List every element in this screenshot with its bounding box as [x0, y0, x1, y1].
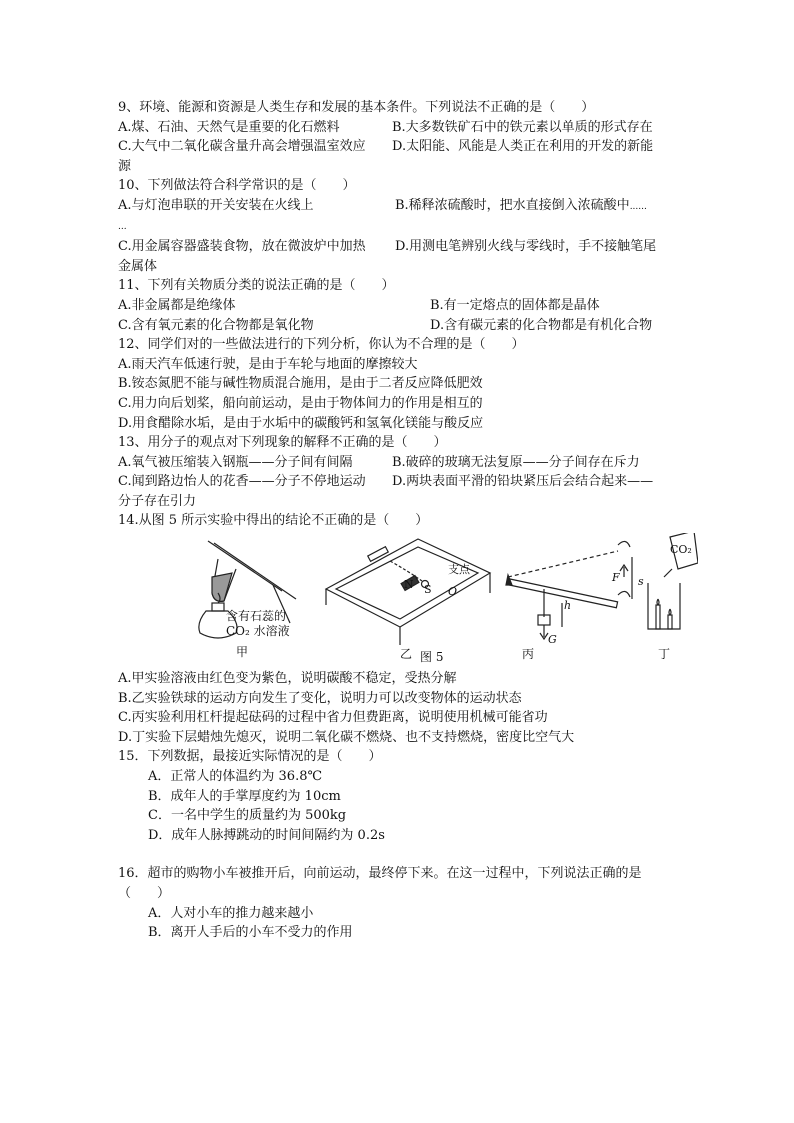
question-15-stem: 15．下列数据，最接近实际情况的是（ ）	[118, 749, 382, 765]
magnet-s-label: S	[424, 583, 432, 597]
spacer	[118, 845, 678, 864]
label-ding: 丁	[658, 647, 671, 662]
question-9-options-row2	[118, 137, 678, 157]
question-9-options-row1	[118, 118, 678, 138]
option-a: A.甲实验溶液由红色变为紫色，说明碳酸不稳定，受热分解	[118, 671, 457, 687]
solution-label-line2: CO₂ 水溶液	[226, 624, 290, 639]
option-c: C.大气中二氧化碳含量升高会增强温室效应	[118, 139, 366, 155]
option-d: D.太阳能、风能是人类正在利用的开发的新能	[392, 139, 654, 155]
option-b: B.铵态氮肥不能与碱性物质混合施用，是由于二者反应降低肥效	[118, 376, 483, 392]
magnet-n-label: N	[404, 578, 414, 592]
option-d: D.丁实验下层蜡烛先熄灭，说明二氧化碳不燃烧、也不支持燃烧，密度比空气大	[118, 729, 575, 745]
option-a: A.非金属都是绝缘体	[118, 297, 236, 313]
option-d: D.用测电笔辨别火线与零线时，手不接触笔尾	[395, 239, 657, 255]
question-10-options-row2	[118, 237, 678, 257]
gravity-g-label: G	[548, 633, 557, 647]
question-11-options-row1	[118, 296, 678, 316]
option-b: B.大多数铁矿石中的铁元素以单质的形式存在	[392, 119, 653, 135]
option-c: C.闻到路边怡人的花香——分子不停地运动	[118, 474, 366, 490]
label-bing: 丙	[522, 647, 535, 662]
option-c: C.用金属容器盛装食物，放在微波炉中加热	[118, 239, 366, 255]
option-b-dots: ......	[629, 201, 647, 212]
option-d-continued: 金属体	[118, 258, 158, 274]
question-16-stem-continued: （ ）	[118, 886, 171, 901]
option-b: B.有一定熔点的固体都是晶体	[430, 297, 600, 313]
option-a: A．正常人的体温约为 36.8℃	[148, 769, 323, 785]
option-a: A.与灯泡串联的开关安装在火线上	[118, 197, 314, 213]
label-jia: 甲	[236, 645, 249, 660]
option-d-continued: 分子存在引力	[118, 493, 197, 509]
option-c: C.用力向后划桨，船向前运动，是由于物体间力的作用是相互的	[118, 395, 483, 411]
option-b: B．成年人的手掌厚度约为 10cm	[148, 788, 341, 804]
force-f-label: F	[612, 571, 620, 585]
question-13-options-row2	[118, 472, 678, 492]
experiment-bing-apparatus	[506, 542, 632, 640]
question-9-stem: 9、环境、能源和资源是人类生存和发展的基本条件。下列说法不正确的是（ ）	[118, 100, 595, 115]
question-12-stem: 12、同学们对的一些做法进行的下列分析，你认为不合理的是（ ）	[118, 337, 525, 353]
option-a: A.氧气被压缩装入钢瓶——分子间有间隔	[118, 454, 353, 470]
option-c: C.丙实验利用杠杆提起砝码的过程中省力但费距离，说明使用机械可能省功	[118, 710, 548, 726]
figure-5	[118, 533, 692, 665]
option-d: D.含有碳元素的化合物都是有机化合物	[430, 317, 653, 333]
figure-5-drawing	[178, 533, 698, 665]
experiment-yi-apparatus	[326, 539, 490, 645]
distance-s-label: s	[638, 575, 644, 589]
question-10-options-row1	[118, 196, 678, 218]
option-a: A.煤、石油、天然气是重要的化石燃料	[118, 119, 340, 135]
question-10-stem: 10、下列做法符合科学常识的是（ ）	[118, 178, 356, 194]
question-list	[118, 98, 692, 943]
question-11-stem: 11、下列有关物质分类的说法正确的是（ ）	[118, 278, 395, 294]
option-b: B.乙实验铁球的运动方向发生了变化，说明力可以改变物体的运动状态	[118, 690, 522, 706]
option-c: C.含有氧元素的化合物都是氧化物	[118, 317, 314, 333]
option-a: A.雨天汽车低速行驶，是由于车轮与地面的摩擦较大	[118, 356, 418, 372]
option-c: C．一名中学生的质量约为 500kg	[148, 808, 347, 824]
question-16-stem: 16．超市的购物小车被推开后，向前运动，最终停下来。在这一过程中，下列说法正确的是	[118, 866, 642, 882]
option-d: D．成年人脉搏跳动的时间间隔约为 0.2s	[148, 827, 385, 843]
question-11-options-row2	[118, 316, 678, 336]
option-b: B.稀释浓硫酸时，把水直接倒入浓硫酸中......	[395, 197, 647, 213]
option-d: D.两块表面平滑的铅块紧压后会结合起来——	[392, 474, 654, 490]
option-b-dots-continued: ...	[118, 221, 127, 232]
option-b: B.破碎的玻璃无法复原——分子间存在斥力	[392, 454, 640, 470]
question-13-stem: 13、用分子的观点对下列现象的解释不正确的是（ ）	[118, 435, 447, 451]
question-14-stem: 14.从图 5 所示实验中得出的结论不正确的是（ ）	[118, 513, 429, 529]
figure-caption: 图 5	[420, 650, 444, 665]
fulcrum-label: 支点	[448, 563, 470, 577]
height-h-label: h	[564, 599, 572, 613]
question-13-options-row1	[118, 453, 678, 473]
point-o-label: O	[448, 585, 458, 599]
co2-label: CO₂	[670, 543, 692, 557]
option-a: A．人对小车的推力越来越小	[148, 905, 314, 921]
label-yi: 乙	[400, 647, 413, 662]
option-b: B．离开人手后的小车不受力的作用	[148, 925, 353, 941]
option-d: D.用食醋除水垢，是由于水垢中的碳酸钙和氢氧化镁能与酸反应	[118, 415, 484, 431]
solution-label-line1: 含有石蕊的	[226, 609, 287, 624]
option-d-continued: 源	[118, 158, 132, 174]
